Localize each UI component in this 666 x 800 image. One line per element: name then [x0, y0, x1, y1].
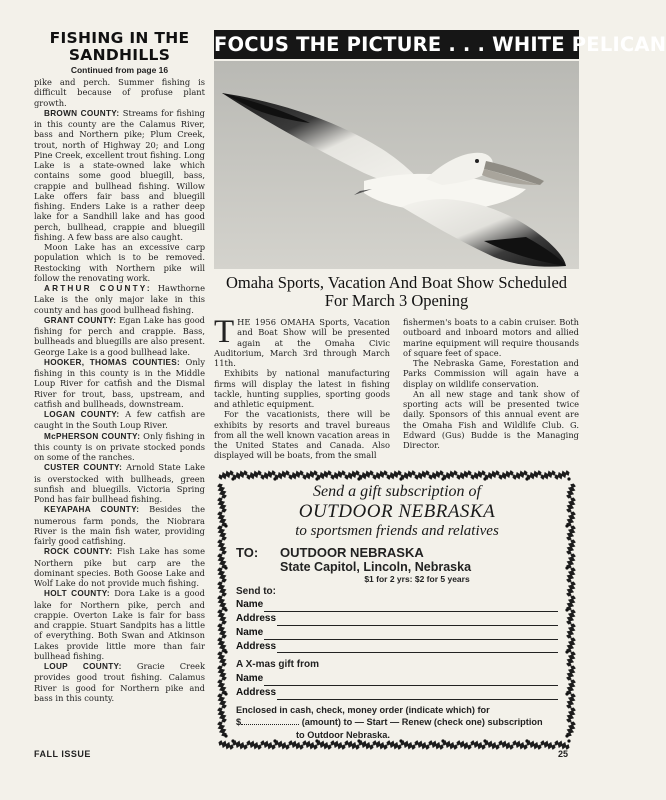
arthur-county-text: Hawthorne Lake is the only major lake in this county and has good bullhead fishing. [34, 283, 205, 315]
logan-county-label: LOGAN COUNTY: [44, 410, 120, 419]
brown-county-text: Streams for fishing in this county are the Calamus River, bass and Northern pike; Plum Creek, trout, north of Highway 20; and Long Pine Creek, excellent trout fishing. Long Lake is a state-owned lake which contains some good bluegill, bass, crappie and bullhead fishing. Willow Lake offers fair bass and bluegill fishing. Enders Lake is a rather deep lake for a Sandhill lake and has good perch, bullhead, crappie and bluegill fishing. A few bass are also caught. [34, 107, 205, 242]
enclosed-line-3: to Outdoor Nebraska. [296, 729, 390, 740]
loup-county-label: LOUP COUNTY: [44, 662, 122, 671]
holly-berry [224, 566, 227, 569]
address-line[interactable] [277, 689, 558, 700]
article-paragraph-1-text: HE 1956 OMAHA Sports, Vacation and Boat Show will be presented again at the Omaha Civic Auditorium, March 3rd through March 11th. [214, 317, 390, 368]
coupon-line-1: Send a gift subscription of [313, 482, 481, 500]
subscription-content [236, 483, 558, 742]
intro-paragraph: pike and perch. Summer fishing is difficult because of profuse plant growth. [34, 77, 205, 108]
holly-leaf [455, 468, 473, 481]
logan-county-paragraph [34, 409, 205, 431]
title-line-2: SANDHILLS [68, 46, 171, 64]
payment-instructions [236, 704, 558, 742]
arthur-county-paragraph [34, 283, 205, 315]
name-label: Name [236, 673, 264, 685]
enclosed-line-2 [236, 716, 558, 729]
grant-county-paragraph [34, 315, 205, 357]
holt-county-paragraph [34, 588, 205, 661]
holly-leaf [216, 496, 229, 514]
continued-note: Continued from page 16 [70, 65, 169, 75]
custer-county-label: CUSTER COUNTY: [44, 463, 123, 473]
coupon-to-line [236, 545, 558, 560]
holly-leaf [216, 622, 229, 640]
holly-leaf [216, 482, 229, 500]
coupon-price: $1 for 2 yrs: $2 for 5 years [364, 573, 470, 584]
holly-leaf [565, 706, 578, 724]
brown-county-paragraph [34, 108, 205, 242]
holly-leaf [565, 622, 578, 640]
holly-berry [224, 608, 227, 611]
address-line[interactable] [277, 642, 558, 653]
holly-berry [224, 650, 227, 653]
enclosed-line-1: Enclosed in cash, check, money order (indicate which) for [236, 704, 490, 715]
holly-berry [224, 734, 227, 737]
headline-line-2: For March 3 Opening [324, 291, 469, 310]
grant-county-label: GRANT COUNTY: [44, 315, 117, 325]
send-to-label: Send to: [236, 585, 276, 597]
grant-county-text: Egan Lake has good fishing for perch and crappie. Bass, bullheads and bluegills are also present. George Lake is a good bullhead lake. [34, 314, 205, 357]
right-column [214, 30, 666, 753]
holly-leaf [565, 538, 578, 556]
article-paragraph-1 [214, 314, 390, 368]
title-line-1: FISHING IN THE [49, 29, 190, 47]
to-name: OUTDOOR NEBRASKA [280, 544, 424, 560]
article-column-2 [403, 317, 579, 461]
to-label: TO: [236, 544, 259, 560]
holly-berry [224, 524, 227, 527]
hooker-thomas-paragraph [34, 357, 205, 409]
holly-leaf [245, 468, 263, 481]
holly-leaf [329, 468, 347, 481]
address-label: Address [236, 640, 277, 652]
photo-banner: FOCUS THE PICTURE . . . WHITE PELICAN [214, 30, 579, 59]
coupon-line-3: to sportsmen friends and relatives [295, 522, 499, 539]
holly-leaf [565, 482, 578, 500]
headline-line-1: Omaha Sports, Vacation And Boat Show Scheduled [225, 273, 568, 292]
fishing-article-column [34, 30, 205, 703]
enclosed-line-2-text: (amount) to — Start — Renew (check one) subscription [301, 717, 543, 728]
custer-county-text: Arnold State Lake is overstocked with bullheads, green sunfish and bluegills. Victoria Spring Pond has fair bullhead fishing. [34, 462, 205, 504]
recipient-1-address-field[interactable] [236, 612, 558, 626]
article-paragraph-3: For the vacationists, there will be exhibits by resorts and travel bureaus from all the well known vacation areas in the United States and Canada. Also displayed will be boats, from the small [214, 409, 390, 461]
holly-berry [565, 608, 568, 611]
holly-berry [565, 650, 568, 653]
holly-leaf [287, 468, 305, 481]
rock-county-paragraph [34, 546, 205, 588]
name-line[interactable] [264, 629, 558, 640]
holly-leaf [565, 496, 578, 514]
page-number: 25 [558, 749, 569, 759]
mcpherson-county-text: Only fishing in this county is on private stocked ponds on some of the ranches. [34, 430, 205, 462]
article-paragraph-5: The Nebraska Game, Forestation and Parks Commission will again have a display on wildlife conservation. [403, 358, 579, 389]
brown-county-label: BROWN COUNTY: [44, 108, 120, 118]
amount-field[interactable] [241, 716, 299, 725]
name-line[interactable] [264, 675, 558, 686]
boat-show-article [214, 314, 579, 461]
holly-berry [567, 477, 570, 480]
recipient-1-name-field[interactable] [236, 598, 558, 612]
holly-berry [565, 734, 568, 737]
holly-leaf [216, 580, 229, 598]
article-paragraph-6: An all new stage and tank show of sporting acts will be presented twice daily. Sponsors of this annual event are the Omaha Fish and Wildlife Club. G. Edward (Gus) Budde is the Managing Director. [403, 388, 579, 450]
address-label: Address [236, 687, 277, 699]
name-label: Name [236, 599, 264, 611]
arthur-county-label: ARTHUR COUNTY: [44, 284, 152, 293]
article-paragraph-4: fishermen's boats to a cabin cruiser. Both outboard and inboard motors and allied marine equipment will require thousands of square feet of space. [403, 317, 579, 358]
holly-leaf [497, 468, 515, 481]
coupon-address: State Capitol, Lincoln, Nebraska [280, 559, 472, 574]
sender-name-field[interactable] [236, 672, 558, 686]
holly-berry [224, 692, 227, 695]
address-line[interactable] [277, 615, 558, 626]
hooker-thomas-label: HOOKER, THOMAS COUNTIES: [44, 357, 181, 367]
holly-leaf [216, 664, 229, 682]
hooker-thomas-text: Only fishing in this county is in the Middle Loup River for catfish and the Dismal River for trout, bass, upstream, and catfish and bullheads, downstream. [34, 356, 206, 409]
name-label: Name [236, 626, 264, 638]
address-label: Address [236, 613, 277, 625]
custer-county-paragraph [34, 462, 205, 504]
holly-berry [565, 566, 568, 569]
holly-leaf [565, 664, 578, 682]
holly-leaf [413, 468, 431, 481]
holly-berry [567, 739, 570, 742]
holly-leaf [216, 706, 229, 724]
subscription-coupon [214, 467, 579, 753]
article-headline [214, 274, 579, 310]
keyapaha-county-paragraph [34, 504, 205, 546]
loup-county-text: Gracie Creek provides good trout fishing. Calamus River is good for Northern pike and bass in this county. [34, 661, 205, 703]
holt-county-text: Dora Lake is a good lake for Northern pike, perch and crappie. Overton Lake is fair for bass and crappie. Stuart Sandpits has a little of everything. Both Swan and Atkinson Lakes provide little more than fair bullhead fishing. [34, 588, 205, 661]
holly-leaf [216, 538, 229, 556]
white-pelican-photo [214, 61, 579, 269]
recipient-2-address-field[interactable] [236, 640, 558, 654]
coupon-magazine-name: OUTDOOR NEBRASKA [298, 500, 496, 522]
rock-county-label: ROCK COUNTY: [44, 547, 113, 557]
mcpherson-county-label: McPHERSON COUNTY: [44, 431, 141, 441]
holt-county-label: HOLT COUNTY: [44, 589, 110, 599]
issue-label: FALL ISSUE [34, 749, 91, 759]
rock-county-text: Fish Lake has some Northern pike but carp are the dominant species. Both Goose Lake and Wolf Lake do not provide much fishing. [34, 546, 205, 588]
holly-leaf [565, 580, 578, 598]
sender-address-field[interactable] [236, 686, 558, 700]
holly-leaf [371, 468, 389, 481]
holly-leaf [539, 468, 557, 481]
keyapaha-county-label: KEYAPAHA COUNTY: [44, 505, 140, 515]
gift-from-label: A X-mas gift from [236, 659, 319, 671]
holly-berry [565, 524, 568, 527]
drop-cap: T [214, 314, 235, 350]
article-column-1 [214, 314, 390, 461]
article-paragraph-2: Exhibits by national manufacturing firms will display the latest in fishing tackle, hunting supplies, sporting goods and athletic equipment. [214, 368, 390, 409]
mcpherson-county-paragraph [34, 431, 205, 463]
loup-county-paragraph [34, 661, 205, 703]
keyapaha-county-text: Besides the numerous farm ponds, the Niobrara River is the main fish water, providing fairly good catfishing. [34, 504, 205, 546]
holly-berry [565, 692, 568, 695]
moon-lake-paragraph: Moon Lake has an excessive carp population which is to be removed. Restocking with Northern pike will follow the renovating work. [34, 242, 205, 283]
article-title [34, 30, 205, 64]
recipient-2-name-field[interactable] [236, 626, 558, 640]
logan-county-text: A few catfish are caught in the South Loup River. [34, 409, 205, 431]
name-line[interactable] [264, 601, 558, 612]
dollar-sign: $ [236, 717, 242, 728]
